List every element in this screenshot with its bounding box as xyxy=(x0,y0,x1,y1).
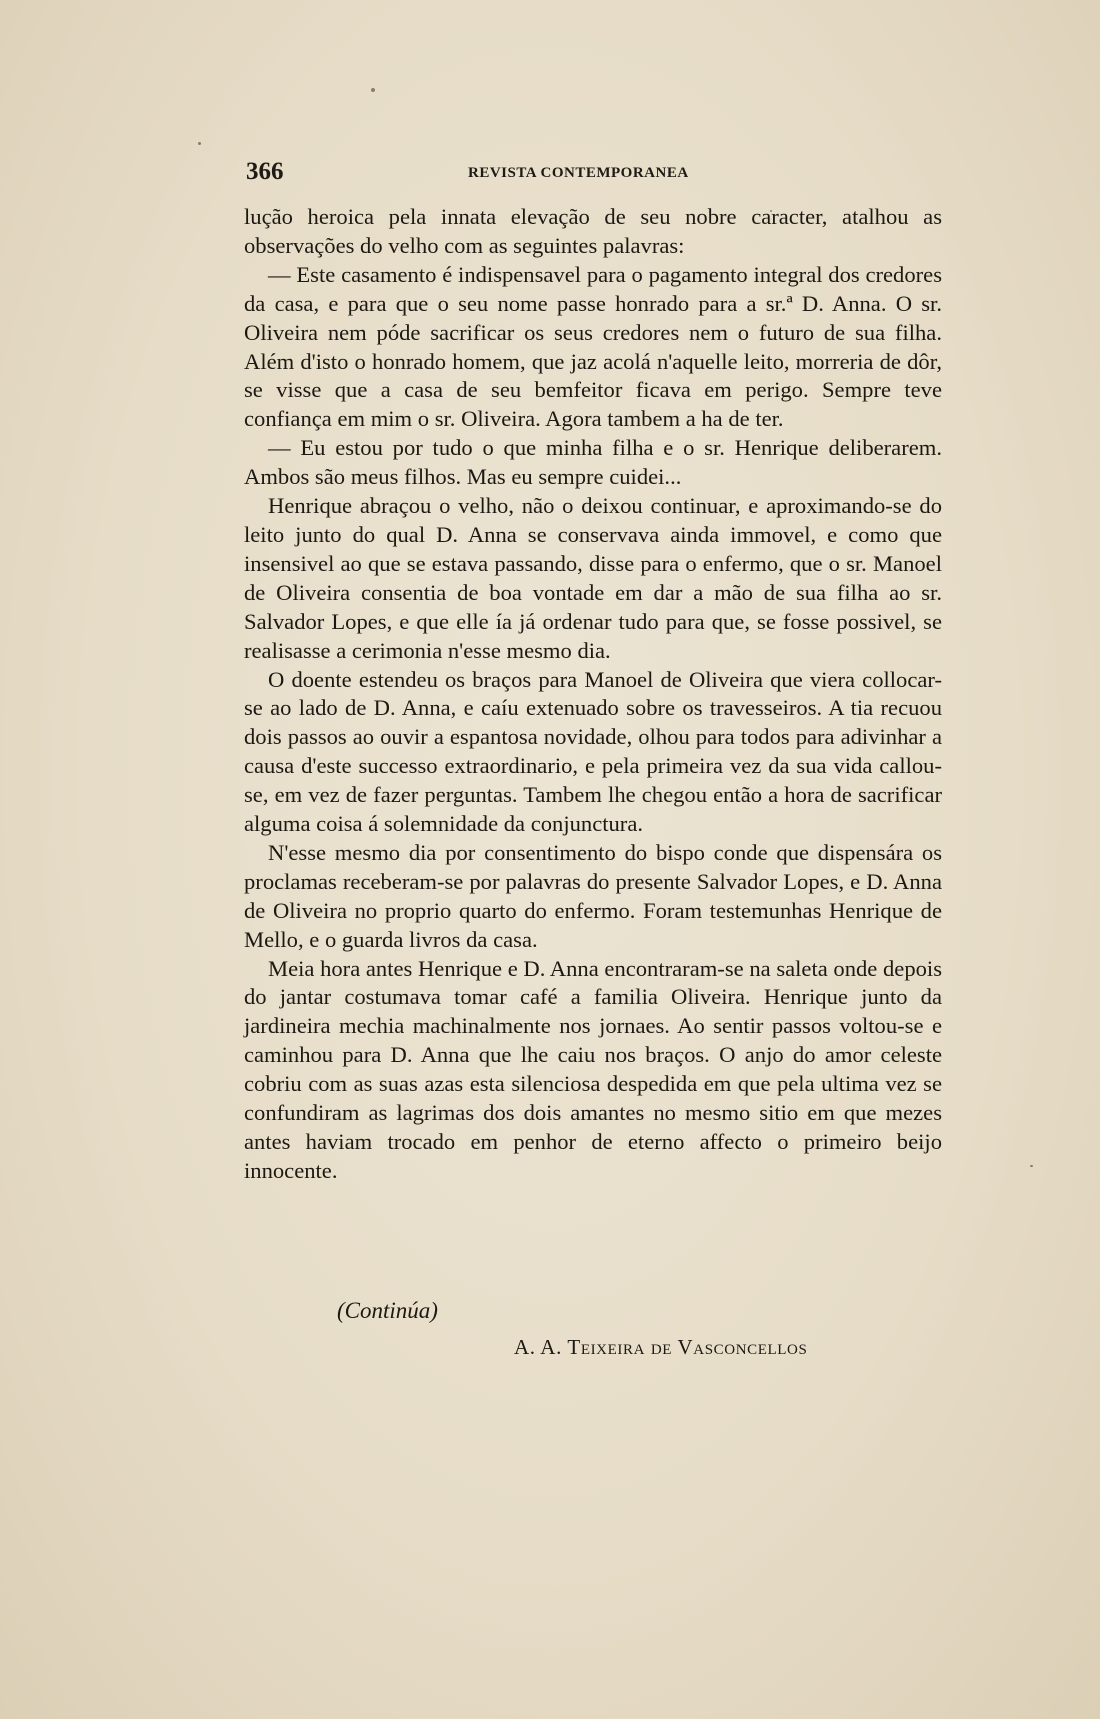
page-number: 366 xyxy=(246,158,284,185)
paragraph: — Este casamento é indispensavel para o pagamento integral dos credores da casa, e para que o seu nome passe honrado para a sr.ª D. Anna. O sr. Oliveira nem póde sacrificar os seus credores nem o futuro de sua filha. Além d'isto o honrado homem, que jaz acolá n'aquelle leito, morreria de dôr, se visse que a casa de seu bemfeitor ficava em perigo. Sempre teve confiança em mim o sr. Oliveira. Agora tambem a ha de ter. xyxy=(244,261,942,432)
paragraph: lução heroica pela innata elevação de seu nobre caracter, atalhou as observações do velho com as seguintes palavras: xyxy=(244,204,942,258)
paragraph: O doente estendeu os braços para Manoel de Oliveira que viera collocar-se ao lado de D. Anna, e caíu extenuado sobre os travesseiros. A tia recuou dois passos ao ouvir a espantosa novidade, olhou para todos para adivinhar a causa d'este successo extraordinario, e pela primeira vez da sua vida callou-se, em vez de fazer perguntas. Tambem lhe chegou então a hora de sacrificar alguma coisa á solemnidade da conjunctura. xyxy=(244,666,942,837)
continua-note: (Continúa) xyxy=(337,1298,438,1323)
ink-speck xyxy=(1030,1165,1033,1167)
paragraph: N'esse mesmo dia por consentimento do bispo conde que dispensára os proclamas receberam-se por palavras do presente Salvador Lopes, e D. Anna de Oliveira no proprio quarto do enfermo. Foram testemunhas Henrique de Mello, e o guarda livros da casa. xyxy=(244,839,942,952)
ink-speck xyxy=(198,142,201,145)
paragraph: Henrique abraçou o velho, não o deixou continuar, e aproximando-se do leito junto do qual D. Anna se conservava ainda immovel, e como que insensivel ao que se estava passando, disse para o enfermo, que o sr. Manoel de Oliveira consentia de boa vontade em dar a mão de sua filha ao sr. Salvador Lopes, e que elle ía já ordenar tudo para que, se fosse possivel, se realisasse a cerimonia n'esse mesmo dia. xyxy=(244,493,942,663)
body-text xyxy=(244,203,942,1186)
ink-speck xyxy=(371,88,375,92)
author-signature: A. A. Teixeira de Vasconcellos xyxy=(514,1335,808,1359)
running-title: REVISTA CONTEMPORANEA xyxy=(468,165,689,181)
page-header xyxy=(246,158,946,188)
paragraph: Meia hora antes Henrique e D. Anna encontraram-se na saleta onde depois do jantar costumava tomar café a familia Oliveira. Henrique junto da jardineira mechia machinalmente nos jornaes. Ao sentir passos voltou-se e caminhou para D. Anna que lhe caiu nos braços. O anjo do amor celeste cobriu com as suas azas esta silenciosa despedida em que pela ultima vez se confundiram as lagrimas dos dois amantes no mesmo sitio em que mezes antes haviam trocado em penhor de eterno affecto o primeiro beijo innocente. xyxy=(244,955,942,1183)
paragraph: — Eu estou por tudo o que minha filha e o sr. Henrique deliberarem. Ambos são meus filhos. Mas eu sempre cuidei... xyxy=(244,435,942,490)
